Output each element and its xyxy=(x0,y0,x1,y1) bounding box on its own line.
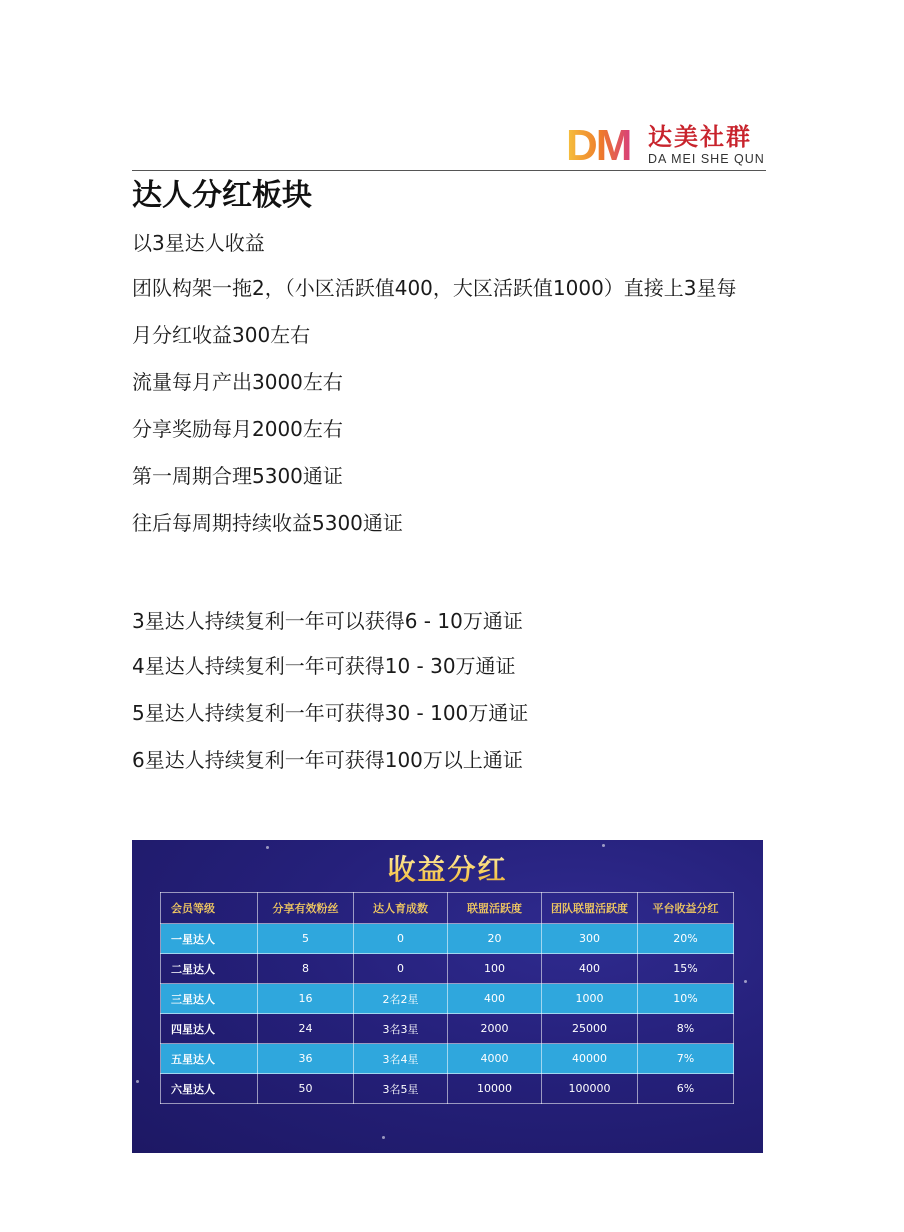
table-row xyxy=(161,924,734,954)
paragraph-traffic: 流量每月产出3000左右 xyxy=(132,370,343,394)
cell-alliance: 4000 xyxy=(448,1044,542,1074)
star-line-5: 5星达人持续复利一年可获得30 - 100万通证 xyxy=(132,701,529,725)
cell-team: 40000 xyxy=(542,1044,638,1074)
star-dot xyxy=(744,980,747,983)
header-alliance-activity: 联盟活跃度 xyxy=(448,893,542,924)
star-dot xyxy=(136,1080,139,1083)
cell-dividend: 20% xyxy=(638,924,734,954)
header-level: 会员等级 xyxy=(161,893,258,924)
table-row xyxy=(161,1044,734,1074)
cell-fans: 36 xyxy=(258,1044,354,1074)
logo-name-cn: 达美社群 xyxy=(648,123,752,151)
cell-fans: 24 xyxy=(258,1014,354,1044)
cell-level: 三星达人 xyxy=(161,984,258,1014)
cell-mentored: 2名2星 xyxy=(354,984,448,1014)
panel-title: 收益分红 xyxy=(132,850,763,890)
cell-level: 一星达人 xyxy=(161,924,258,954)
cell-alliance: 2000 xyxy=(448,1014,542,1044)
page-title: 达人分红板块 xyxy=(132,178,312,213)
cell-fans: 8 xyxy=(258,954,354,984)
revenue-table xyxy=(160,892,734,1104)
cell-dividend: 7% xyxy=(638,1044,734,1074)
cell-level: 二星达人 xyxy=(161,954,258,984)
cell-mentored: 0 xyxy=(354,954,448,984)
paragraph-monthly-dividend: 月分红收益300左右 xyxy=(132,323,311,347)
cell-dividend: 15% xyxy=(638,954,734,984)
table-row xyxy=(161,1014,734,1044)
table-row xyxy=(161,984,734,1014)
header-fans: 分享有效粉丝 xyxy=(258,893,354,924)
star-dot xyxy=(382,1136,385,1139)
cell-fans: 16 xyxy=(258,984,354,1014)
star-line-3: 3星达人持续复利一年可以获得6 - 10万通证 xyxy=(132,609,523,633)
table-row xyxy=(161,954,734,984)
revenue-dividend-panel xyxy=(132,840,763,1153)
star-line-6: 6星达人持续复利一年可获得100万以上通证 xyxy=(132,748,523,772)
cell-mentored: 0 xyxy=(354,924,448,954)
header-team-activity: 团队联盟活跃度 xyxy=(542,893,638,924)
logo-mark: DM xyxy=(566,121,631,170)
cell-team: 100000 xyxy=(542,1074,638,1104)
cell-level: 四星达人 xyxy=(161,1014,258,1044)
paragraph-share-reward: 分享奖励每月2000左右 xyxy=(132,417,343,441)
cell-mentored: 3名4星 xyxy=(354,1044,448,1074)
cell-level: 六星达人 xyxy=(161,1074,258,1104)
paragraph-first-cycle: 第一周期合理5300通证 xyxy=(132,464,343,488)
star-dot xyxy=(602,844,605,847)
table-header-row xyxy=(161,893,734,924)
table-row xyxy=(161,1074,734,1104)
cell-alliance: 10000 xyxy=(448,1074,542,1104)
star-line-4: 4星达人持续复利一年可获得10 - 30万通证 xyxy=(132,654,516,678)
cell-alliance: 100 xyxy=(448,954,542,984)
cell-mentored: 3名3星 xyxy=(354,1014,448,1044)
cell-dividend: 6% xyxy=(638,1074,734,1104)
cell-team: 300 xyxy=(542,924,638,954)
cell-level: 五星达人 xyxy=(161,1044,258,1074)
paragraph-intro: 以3星达人收益 xyxy=(132,231,265,255)
cell-alliance: 20 xyxy=(448,924,542,954)
cell-mentored: 3名5星 xyxy=(354,1074,448,1104)
cell-team: 1000 xyxy=(542,984,638,1014)
paragraph-later-cycles: 往后每周期持续收益5300通证 xyxy=(132,511,403,535)
paragraph-structure: 团队构架一拖2，（小区活跃值400，大区活跃值1000）直接上3星每 xyxy=(132,276,737,300)
cell-fans: 5 xyxy=(258,924,354,954)
logo-name-en: DA MEI SHE QUN xyxy=(648,152,765,166)
brand-logo xyxy=(566,121,766,170)
cell-dividend: 10% xyxy=(638,984,734,1014)
cell-alliance: 400 xyxy=(448,984,542,1014)
cell-team: 25000 xyxy=(542,1014,638,1044)
cell-dividend: 8% xyxy=(638,1014,734,1044)
header-mentored: 达人育成数 xyxy=(354,893,448,924)
header-platform-dividend: 平台收益分红 xyxy=(638,893,734,924)
cell-fans: 50 xyxy=(258,1074,354,1104)
header-divider xyxy=(132,170,766,171)
star-dot xyxy=(266,846,269,849)
cell-team: 400 xyxy=(542,954,638,984)
